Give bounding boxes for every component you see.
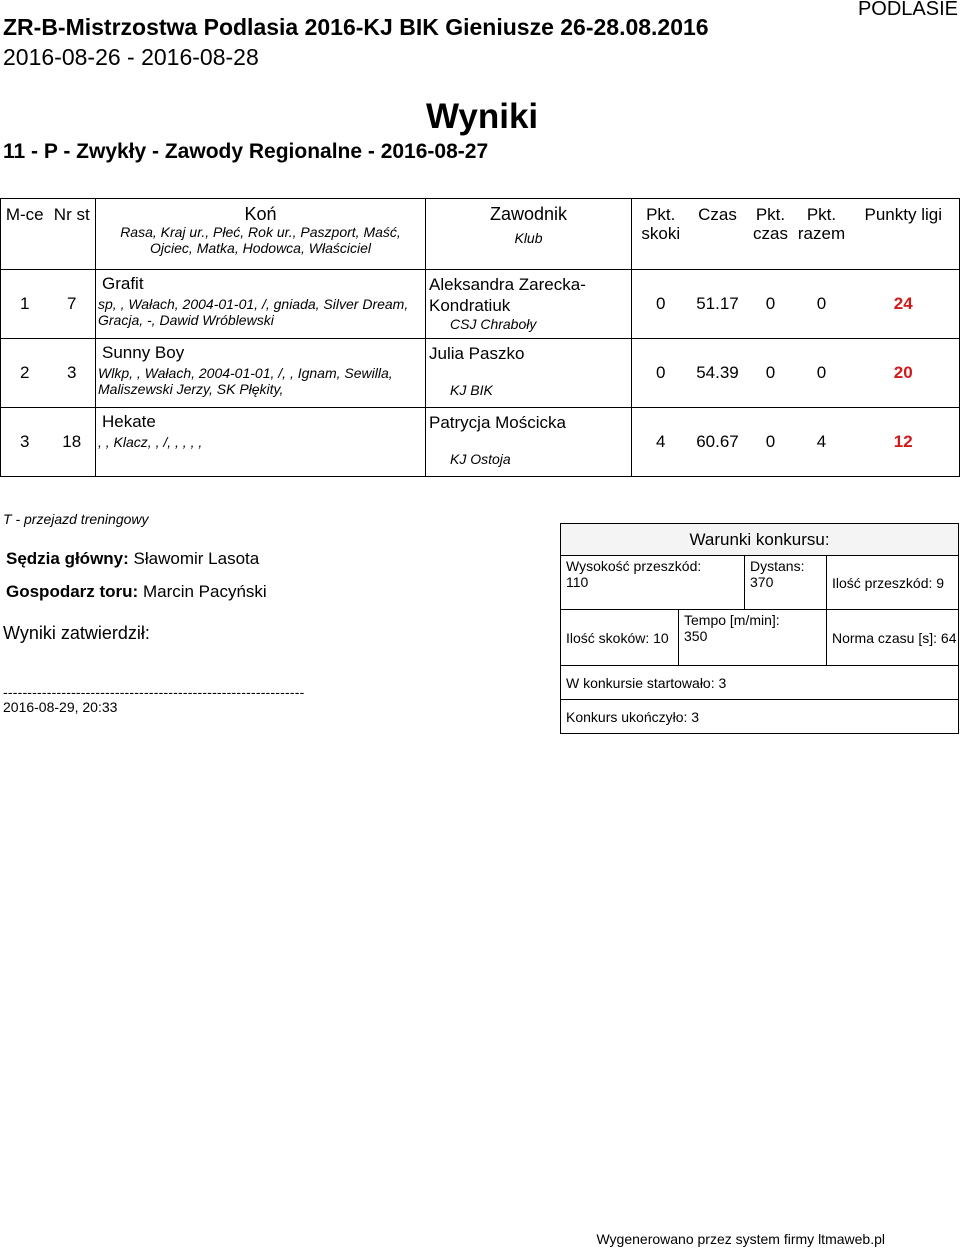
league-pts: 20: [848, 339, 960, 408]
col-total-pts: [796, 199, 848, 270]
builder-label: Gospodarz toru:: [6, 582, 139, 601]
place: 1: [1, 270, 49, 339]
time-pts: 0: [746, 339, 796, 408]
conditions-table: [560, 523, 959, 734]
jump-pts: 4: [632, 408, 690, 477]
horse-cell: [96, 270, 426, 339]
col-horse-sub: Rasa, Kraj ur., Płeć, Rok ur., Paszport, Maść, Ojciec, Matka, Hodowca, Właściciel: [120, 224, 401, 256]
footer-generated-by: Wygenerowano przez system firmy ltmaweb.pl: [596, 1231, 885, 1247]
col-horse-title: Koń: [244, 204, 277, 224]
time-pts: 0: [746, 408, 796, 477]
horse-info: , , Klacz, , /, , , , ,: [98, 434, 203, 450]
jump-pts: 0: [632, 339, 690, 408]
rider-name: Julia Paszko: [429, 344, 525, 363]
signature-line: --------------------------------------------------------------: [3, 684, 305, 700]
col-time-pts-l1: Pkt.: [755, 205, 786, 224]
place: 2: [1, 339, 49, 408]
horse-name: Grafit: [102, 274, 144, 293]
col-time-pts: [746, 199, 796, 270]
table-row: [1, 339, 960, 408]
col-jump-pts-l1: Pkt.: [646, 205, 676, 224]
col-start-no: Nr st: [49, 199, 96, 270]
league-pts: 24: [848, 270, 960, 339]
height-label: Wysokość przeszkód:: [566, 558, 702, 574]
approved-label: Wyniki zatwierdził:: [3, 623, 150, 643]
col-jump-pts-l2: skoki: [641, 224, 681, 243]
rider-cell: [426, 408, 632, 477]
rider-club: KJ BIK: [450, 382, 493, 398]
rider-name: Aleksandra Zarecka-Kondratiuk: [429, 275, 586, 315]
total-pts: 0: [796, 270, 848, 339]
col-rider: [426, 199, 632, 270]
conditions-title: Warunki konkursu:: [561, 524, 959, 556]
obstacles-count: Ilość przeszkód: 9: [827, 556, 959, 610]
table-row: [1, 408, 960, 477]
start-no: 7: [49, 270, 96, 339]
time: 51.17: [690, 270, 746, 339]
horse-info: sp, , Wałach, 2004-01-01, /, gniada, Silver Dream, Gracja, -, Dawid Wróblewski: [98, 296, 409, 328]
table-header: [1, 199, 960, 270]
height-cell: [561, 556, 745, 610]
tempo-cell: [679, 610, 827, 666]
rider-club: KJ Ostoja: [450, 451, 511, 467]
builder-line: [6, 582, 267, 602]
league-pts: 12: [848, 408, 960, 477]
distance-label: Dystans:: [750, 558, 805, 574]
start-no: 3: [49, 339, 96, 408]
finished-count: Konkurs ukończyło: 3: [561, 700, 959, 734]
table-row: [1, 270, 960, 339]
col-total-pts-l1: Pkt.: [806, 205, 837, 224]
distance-cell: [745, 556, 827, 610]
results-table: [0, 198, 960, 477]
place: 3: [1, 408, 49, 477]
competition-title: 11 - P - Zwykły - Zawody Regionalne - 2016-08-27: [3, 140, 489, 163]
generated-date: 2016-08-29, 20:33: [3, 699, 118, 715]
col-horse: [96, 199, 426, 270]
col-jump-pts: [632, 199, 690, 270]
col-place: M-ce: [1, 199, 49, 270]
builder-name: Marcin Pacyński: [142, 582, 267, 601]
event-dates: 2016-08-26 - 2016-08-28: [3, 44, 259, 70]
total-pts: 0: [796, 339, 848, 408]
rider-cell: [426, 339, 632, 408]
event-title: ZR-B-Mistrzostwa Podlasia 2016-KJ BIK Gieniusze 26-28.08.2016: [3, 14, 709, 40]
region-label: PODLASIE: [857, 0, 958, 20]
col-time-pts-l2: czas: [753, 224, 788, 243]
page-title: Wyniki: [426, 97, 539, 136]
horse-cell: [96, 408, 426, 477]
height-value: 110: [566, 574, 589, 590]
started-count: W konkursie startowało: 3: [561, 666, 959, 700]
total-pts: 4: [796, 408, 848, 477]
judge-name: Sławomir Lasota: [133, 549, 260, 568]
col-club-title: Klub: [514, 230, 543, 246]
jumps-count: Ilość skoków: 10: [561, 610, 679, 666]
time: 54.39: [690, 339, 746, 408]
col-league-pts: Punkty ligi: [848, 199, 960, 270]
judge-line: [6, 549, 259, 569]
jump-pts: 0: [632, 270, 690, 339]
horse-name: Hekate: [102, 412, 156, 431]
horse-cell: [96, 339, 426, 408]
time-pts: 0: [746, 270, 796, 339]
col-total-pts-l2: razem: [797, 224, 846, 243]
rider-name: Patrycja Mościcka: [429, 413, 566, 432]
col-rider-title: Zawodnik: [489, 204, 568, 224]
horse-info: Wlkp, , Wałach, 2004-01-01, /, , Ignam, Sewilla, Maliszewski Jerzy, SK Płękity,: [98, 365, 393, 397]
horse-name: Sunny Boy: [102, 343, 185, 362]
rider-cell: [426, 270, 632, 339]
training-note: T - przejazd treningowy: [3, 511, 149, 527]
tempo-value: 350: [684, 628, 708, 644]
judge-label: Sędzia główny:: [6, 549, 129, 568]
time: 60.67: [690, 408, 746, 477]
rider-club: CSJ Chraboły: [450, 316, 537, 332]
time-norm: Norma czasu [s]: 64: [827, 610, 959, 666]
tempo-label: Tempo [m/min]:: [684, 612, 780, 628]
col-time: Czas: [690, 199, 746, 270]
start-no: 18: [49, 408, 96, 477]
distance-value: 370: [750, 574, 774, 590]
